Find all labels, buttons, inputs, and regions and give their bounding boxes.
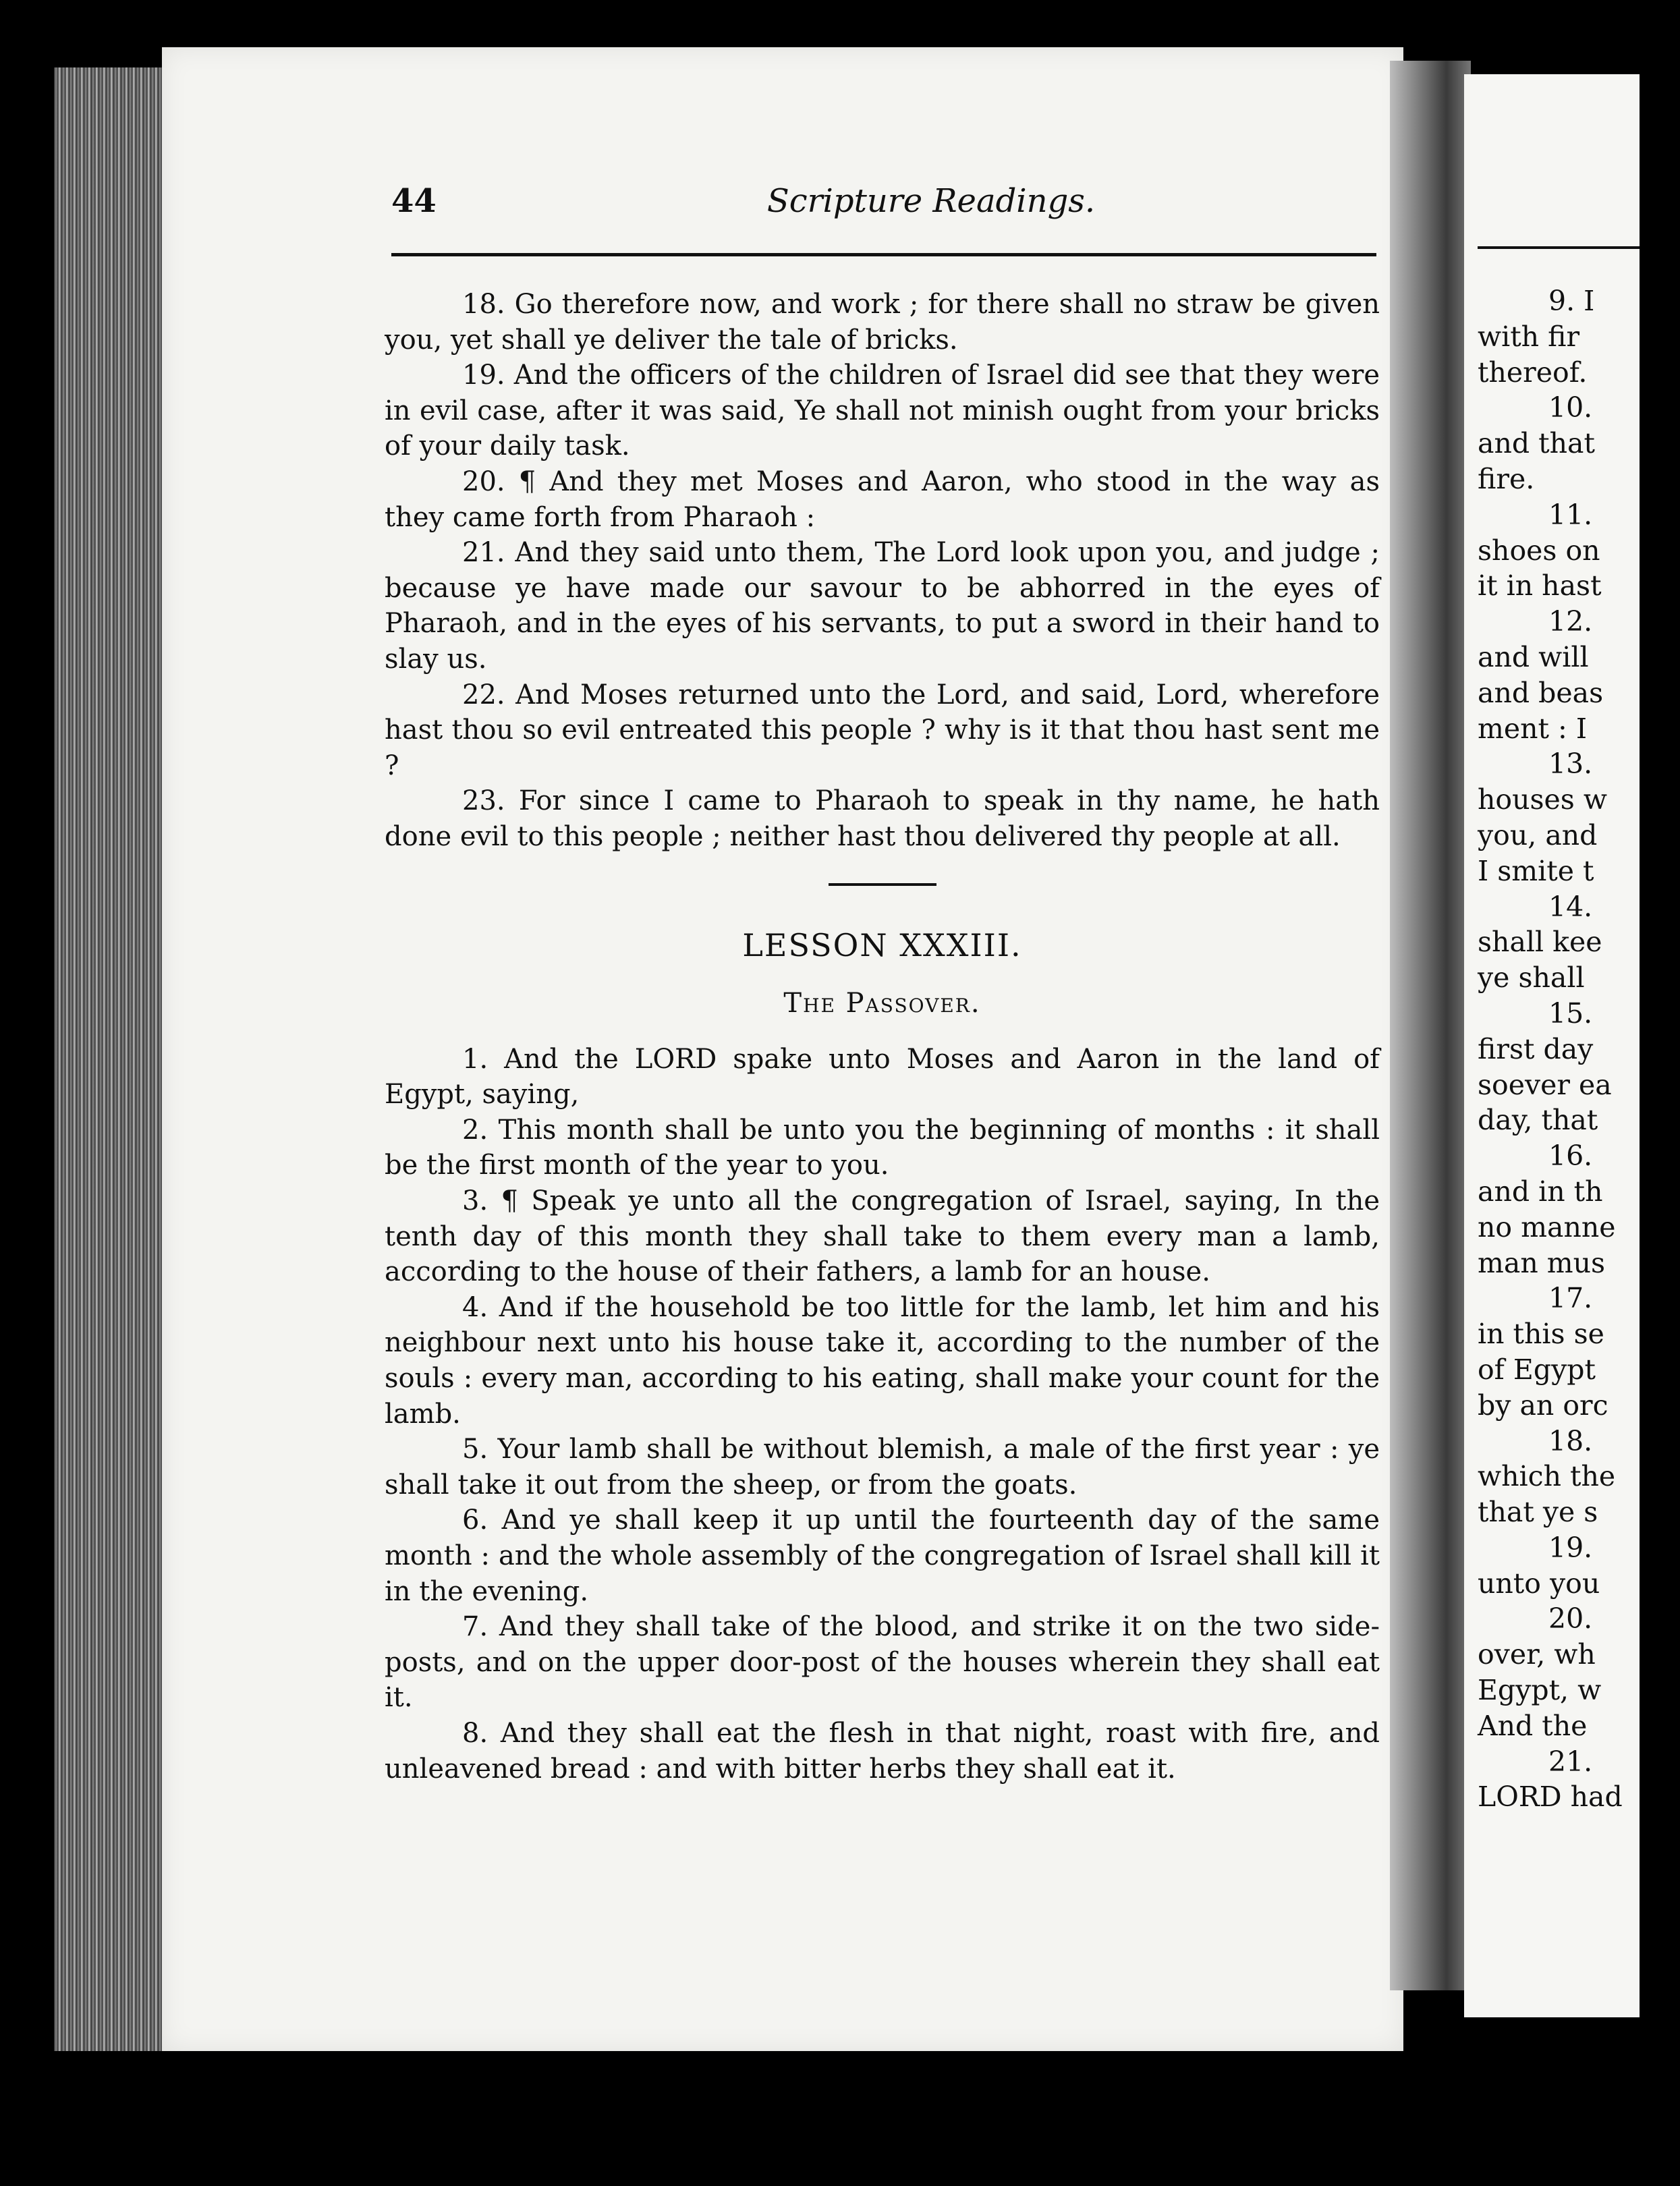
page-number: 44 — [391, 182, 437, 220]
right-page-line: day, that — [1478, 1104, 1598, 1137]
right-page-line: first day — [1478, 1032, 1594, 1065]
right-page-line: And the — [1478, 1709, 1588, 1742]
right-page-line: it in hast — [1478, 569, 1602, 602]
header-rule — [391, 253, 1376, 256]
right-page-line: in this se — [1478, 1318, 1604, 1351]
right-page-line: 14. — [1548, 890, 1593, 923]
right-page-line: and beas — [1478, 676, 1604, 709]
verse: 22. And Moses returned unto the Lord, and said, Lord, wherefore hast thou so evil entreated this people ? why is it that thou hast sent me ? — [385, 679, 1380, 781]
right-page-line: 13. — [1548, 748, 1593, 781]
verse: 18. Go therefore now, and work ; for there shall no straw be given you, yet shall ye deliver the tale of bricks. — [385, 289, 1380, 356]
verse: 6. And ye shall keep it up until the fourteenth day of the same month : and the whole assembly of the congregation of Israel shall kill it in the evening. — [385, 1505, 1380, 1607]
section-divider — [829, 883, 936, 886]
body-text — [385, 287, 1380, 1787]
right-page-line: fire. — [1478, 462, 1535, 495]
right-page-line: ment : I — [1478, 712, 1588, 745]
right-page-line: 21. — [1548, 1745, 1593, 1778]
running-head — [391, 182, 1376, 229]
right-page-line: ye shall — [1478, 961, 1585, 994]
right-page-line: 20. — [1548, 1602, 1593, 1635]
verse: 23. For since I came to Pharaoh to speak in thy name, he hath done evil to this people ; neither hast thou delivered thy people at all. — [385, 785, 1380, 852]
right-page-line: shall kee — [1478, 926, 1602, 959]
right-page-line: that ye s — [1478, 1496, 1598, 1529]
verse: 3. ¶ Speak ye unto all the congregation of Israel, saying, In the tenth day of this month they shall take to them every man a lamb, according to the house of their fathers, a lamb for an house. — [385, 1185, 1380, 1288]
right-page-line: of Egypt — [1478, 1353, 1596, 1386]
verse: 2. This month shall be unto you the beginning of months : it shall be the first month of the year to you. — [385, 1114, 1380, 1181]
right-page-line: Egypt, w — [1478, 1674, 1602, 1707]
right-page-line: you, and — [1478, 818, 1598, 851]
right-page-line: soever ea — [1478, 1068, 1612, 1101]
right-page-line: and in th — [1478, 1175, 1603, 1208]
right-page-line: 17. — [1548, 1282, 1593, 1315]
verse: 8. And they shall eat the flesh in that night, roast with fire, and unleavened bread : and with bitter herbs they shall eat it. — [385, 1717, 1380, 1785]
right-page-line: 9. I — [1548, 285, 1595, 317]
verse: 5. Your lamb shall be without blemish, a male of the first year : ye shall take it out from the sheep, or from the goats. — [385, 1434, 1380, 1501]
gutter-shadow — [1390, 61, 1471, 1990]
right-page-line: 15. — [1548, 997, 1593, 1030]
right-page-line: man mus — [1478, 1246, 1606, 1279]
verse: 4. And if the household be too little for the lamb, let him and his neighbour next unto his house take it, according to the number of the souls : every man, according to his eating, shall make your count for the lamb. — [385, 1291, 1380, 1430]
right-page-line: 12. — [1548, 605, 1593, 638]
right-page-line: over, wh — [1478, 1638, 1596, 1671]
verse: 1. And the LORD spake unto Moses and Aaron in the land of Egypt, saying, — [385, 1043, 1380, 1111]
verse: 20. ¶ And they met Moses and Aaron, who stood in the way as they came forth from Pharaoh : — [385, 466, 1380, 533]
lesson-title: LESSON XXXIII. — [742, 926, 1022, 963]
right-page-line: by an orc — [1478, 1389, 1608, 1422]
right-page-line: 10. — [1548, 391, 1593, 424]
right-page-line: houses w — [1478, 783, 1607, 816]
right-page-text — [1478, 283, 1680, 1815]
right-page-line: thereof. — [1478, 356, 1588, 389]
book-page-edges — [54, 67, 169, 2051]
right-page-line: 18. — [1548, 1424, 1593, 1457]
right-page-line: which the — [1478, 1460, 1616, 1493]
verse: 19. And the officers of the children of Israel did see that they were in evil case, after it was said, Ye shall not minish ought from your bricks of your daily task. — [385, 360, 1380, 462]
right-page-line: 11. — [1548, 498, 1593, 531]
verse: 21. And they said unto them, The Lord look upon you, and judge ; because ye have made our savour to be abhorred in the eyes of Pharaoh, and in the eyes of his servants, to put a sword in their hand to slay us. — [385, 537, 1380, 675]
right-page-line: shoes on — [1478, 534, 1600, 567]
right-page-fragment — [1464, 74, 1640, 2017]
right-page-line: unto you — [1478, 1567, 1600, 1600]
verse: 7. And they shall take of the blood, and strike it on the two side-posts, and on the upper door-post of the houses wherein they shall eat it. — [385, 1611, 1380, 1714]
right-page-line: and will — [1478, 640, 1589, 673]
right-page-line: LORD had — [1478, 1781, 1623, 1814]
lesson-subtitle: The Passover. — [783, 988, 981, 1019]
right-page-line: with fir — [1478, 320, 1580, 353]
right-page-head-rule — [1478, 246, 1640, 249]
right-page-line: 19. — [1548, 1531, 1593, 1564]
right-page-line: and that — [1478, 427, 1595, 460]
right-page-line: I smite t — [1478, 854, 1594, 887]
running-title: Scripture Readings. — [766, 182, 1096, 220]
right-page-line: 16. — [1548, 1140, 1593, 1173]
right-page-line: no manne — [1478, 1210, 1616, 1243]
